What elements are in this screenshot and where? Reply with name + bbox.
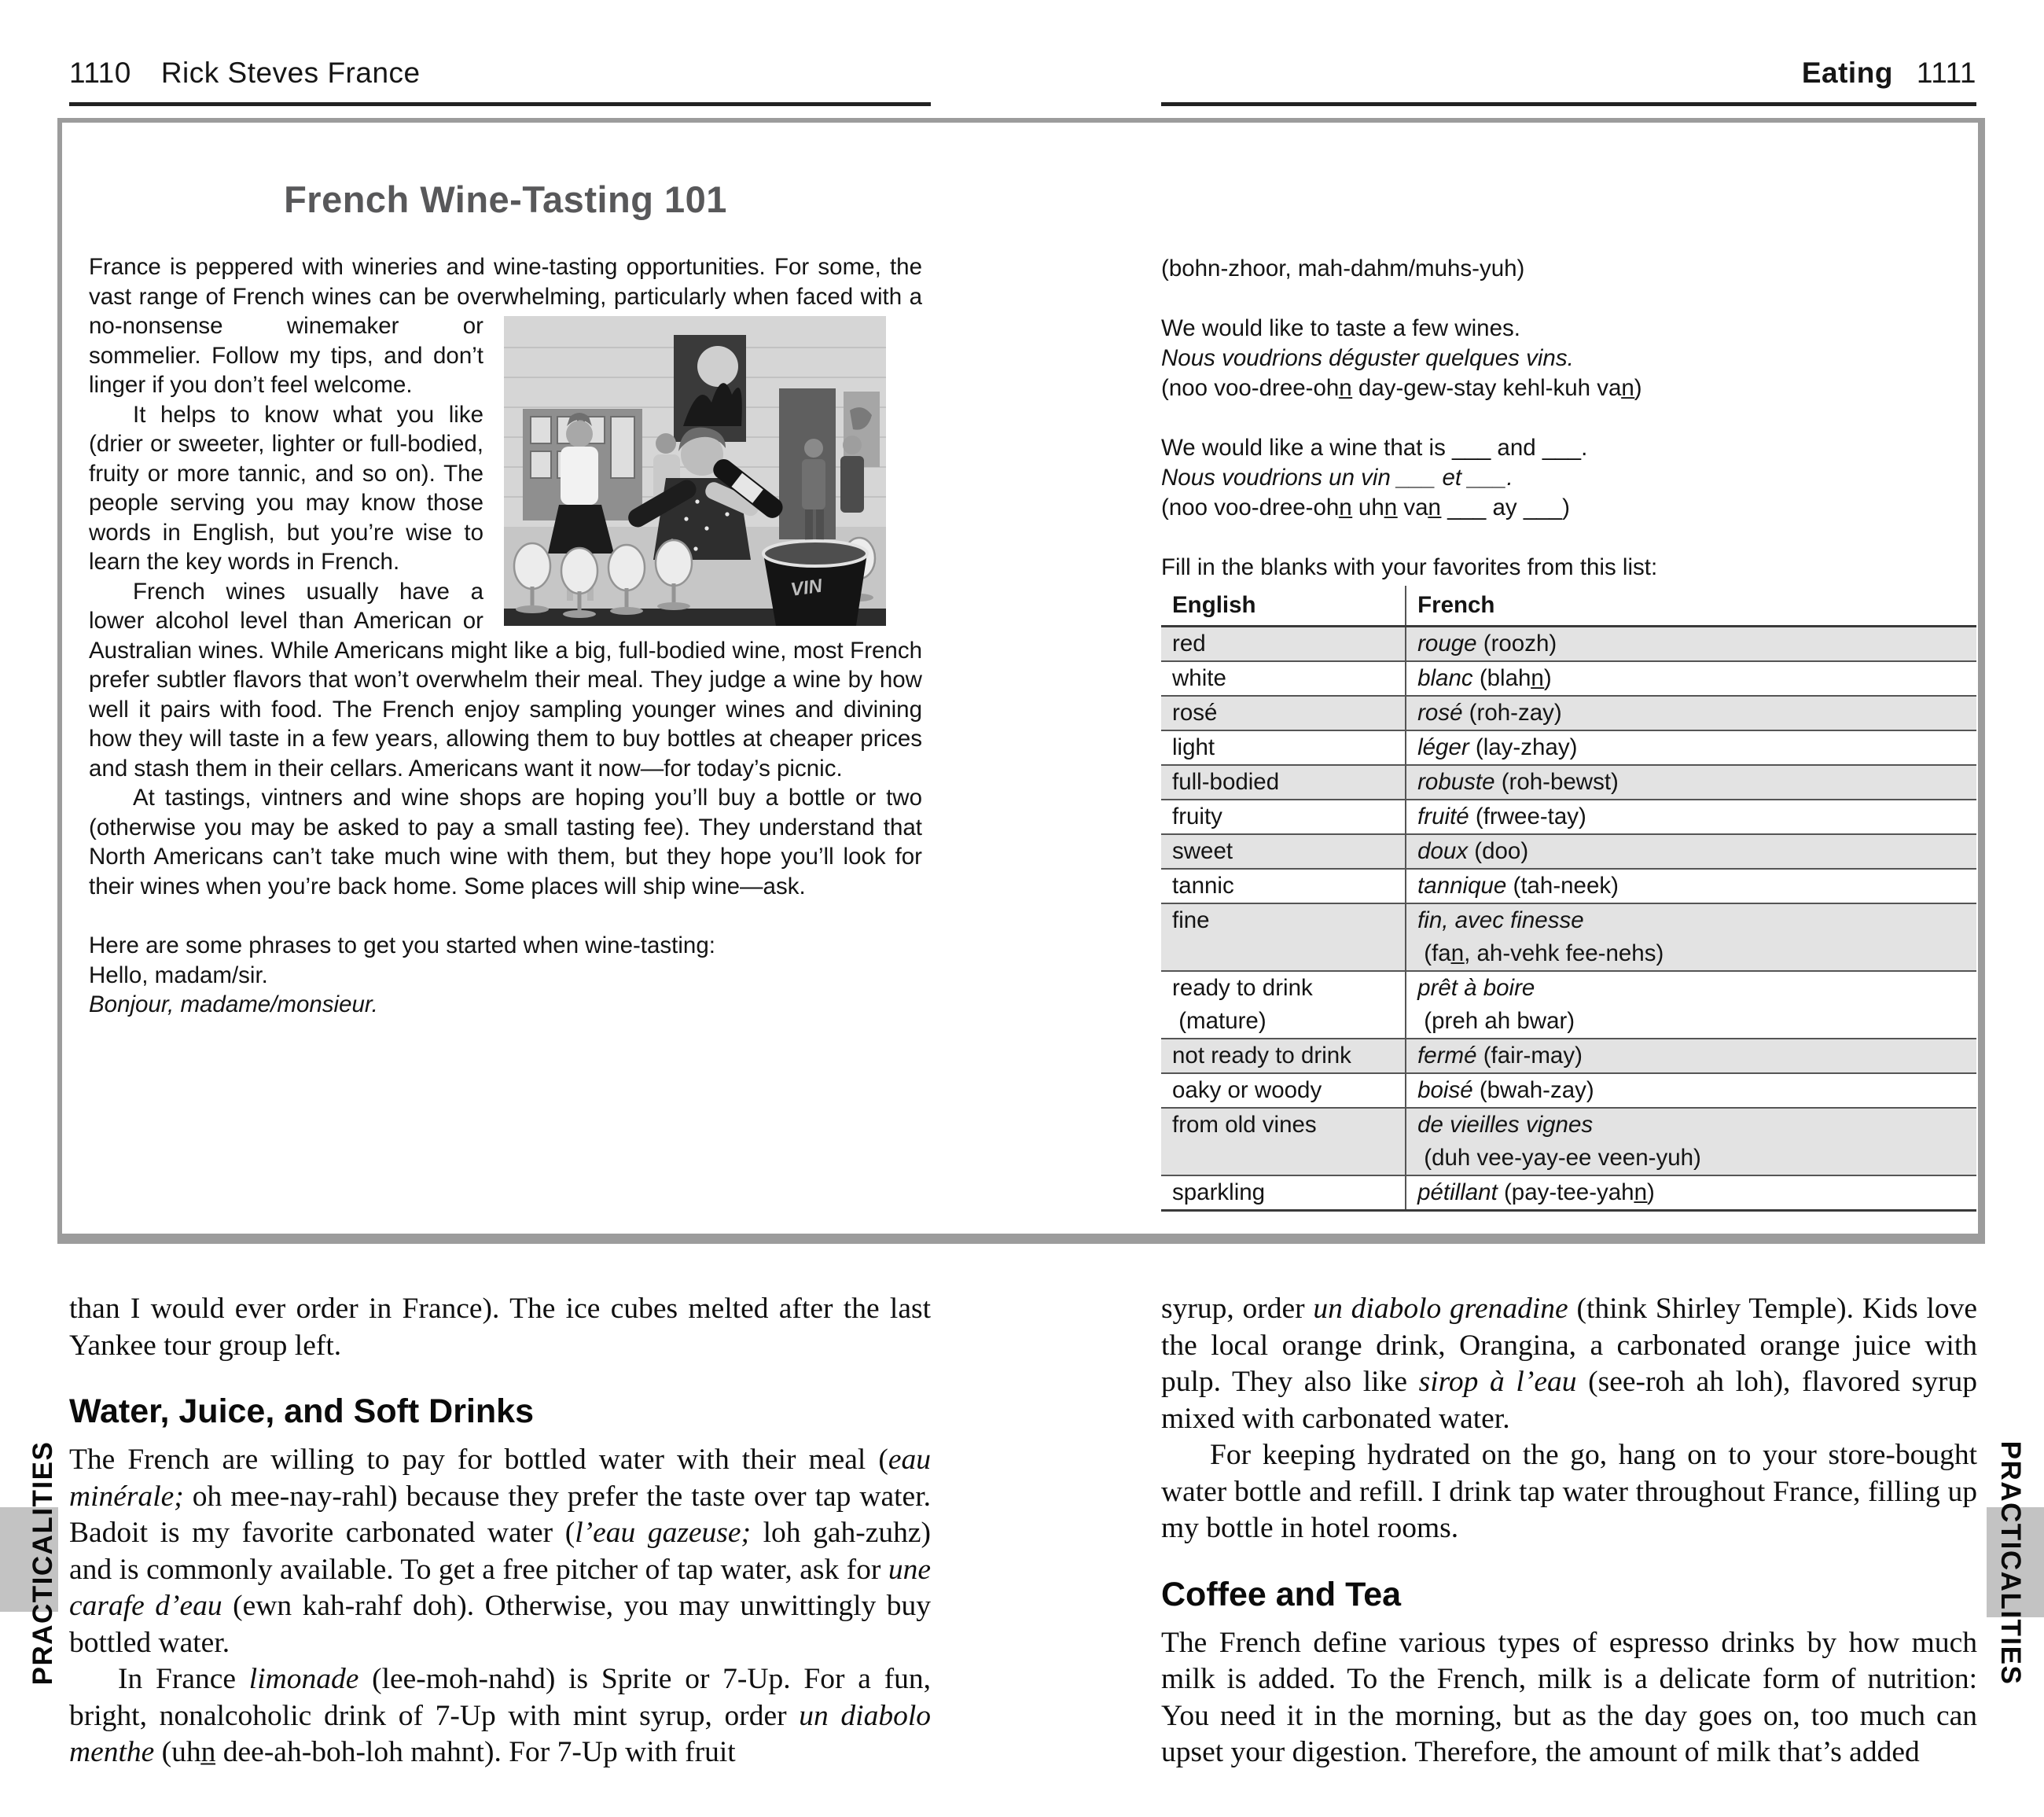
phrase-line: (bohn-zhoor, mah-dahm/muhs-yuh) <box>1161 256 1525 281</box>
wine-tasting-photo <box>504 316 886 626</box>
vocab-french-cell: blanc (blahn̲) <box>1406 661 1976 696</box>
vocab-english-cell: sweet <box>1161 834 1406 869</box>
chapter-title: Eating <box>1801 57 1893 89</box>
section-heading-water-juice-soft-drinks: Water, Juice, and Soft Drinks <box>69 1392 534 1430</box>
book-title: Rick Steves France <box>160 57 421 89</box>
vocab-row <box>1161 800 1976 834</box>
wine-vocab-table <box>1161 586 1976 1212</box>
vocab-row <box>1161 765 1976 800</box>
vocab-row <box>1161 696 1976 730</box>
vocab-french-cell: prêt à boire (preh ah bwar) <box>1406 971 1976 1039</box>
phrase-line: (noo voo-dree-ohn̲ uhn̲ van̲ ___ ay ___) <box>1161 495 1570 520</box>
section-heading-coffee-and-tea: Coffee and Tea <box>1161 1575 1402 1613</box>
vocab-row <box>1161 1039 1976 1073</box>
vocab-row <box>1161 1175 1976 1211</box>
phrase-spacer <box>1161 403 1976 433</box>
vocab-row <box>1161 834 1976 869</box>
box-paragraph: Here are some phrases to get you started when wine-tasting: <box>89 932 715 958</box>
phrase-line: (noo voo-dree-ohn̲ day-gew-stay kehl-kuh van̲) <box>1161 375 1642 401</box>
phrase-line: We would like a wine that is ___ and ___. <box>1161 435 1588 461</box>
wine-tasting-sidebar-box <box>57 118 1985 1244</box>
vocab-english-cell: oaky or woody <box>1161 1073 1406 1108</box>
page-number-left: 1110 <box>69 57 131 89</box>
vocab-english-cell: red <box>1161 627 1406 662</box>
svg-text:VIN: VIN <box>789 575 824 601</box>
phrase-english: Hello, madam/sir. <box>89 962 268 988</box>
box-paragraph: French wines usually have a lower alcohol level than American or Australian wines. While Americans might like a big, full-bodied wine, most French prefer subtler flavors that won’t overwhelm their meal. They judge a wine by how well it pairs with food. The French enjoy sampling younger wines and divining how they will taste in a few years, allowing them to buy bottles at cheaper prices and stash them in their cellars. Americans want it now—for today’s picnic. <box>89 578 922 782</box>
vocab-english-cell: not ready to drink <box>1161 1039 1406 1073</box>
vocab-english-cell: fine <box>1161 903 1406 971</box>
running-header-left <box>69 57 931 106</box>
vocab-row <box>1161 730 1976 765</box>
phrase-french: Bonjour, madame/monsieur. <box>89 991 378 1017</box>
vocab-row <box>1161 661 1976 696</box>
vocab-french-cell: de vieilles vignes (duh vee-yay-ee veen-yuh) <box>1406 1108 1976 1175</box>
vocab-row <box>1161 869 1976 903</box>
vocab-english-cell: rosé <box>1161 696 1406 730</box>
phrase-line: Nous voudrions un vin ___ et ___. <box>1161 465 1513 491</box>
vocab-french-cell: tannique (tah-neek) <box>1406 869 1976 903</box>
phrase-spacer <box>1161 523 1976 553</box>
box-paragraph: At tastings, vintners and wine shops are hoping you’ll buy a bottle or two (otherwise you may be asked to pay a small tasting fee). They understand that North Americans can’t take much wine with them, but they hope you’ll look for their wines when you’re back home. Some places will ship wine—ask. <box>89 785 922 899</box>
box-left-column <box>89 178 922 1020</box>
box-right-column <box>1161 254 1976 1212</box>
vocab-header-row <box>1161 586 1976 627</box>
vocab-english-cell: tannic <box>1161 869 1406 903</box>
body-paragraph: The French are willing to pay for bottled water with their meal (eau minérale; oh mee-nay-rahl) because they prefer the taste over tap water. Badoit is my favorite carbonated water (l’eau gazeuse; loh gah-zuhz) and is commonly available. To get a free pitcher of tap water, ask for une carafe d’eau (ewn kah-rahf doh). Otherwise, you may unwittingly buy bottled water. <box>69 1444 932 1659</box>
chapter-tab-left-label: PRACTICALITIES <box>28 1440 58 1686</box>
running-header-right <box>1161 57 1976 106</box>
vocab-french-cell: robuste (roh-bewst) <box>1406 765 1976 800</box>
body-paragraph: For keeping hydrated on the go, hang on to your store-bought water bottle and refill. I drink tap water throughout France, filling up my bottle in hotel rooms. <box>1161 1439 1977 1544</box>
vocab-row <box>1161 627 1976 662</box>
vocab-english-cell: fruity <box>1161 800 1406 834</box>
phrase-line: Nous voudrions déguster quelques vins. <box>1161 345 1574 371</box>
vocab-french-cell: pétillant (pay-tee-yahn̲) <box>1406 1175 1976 1211</box>
spacer <box>89 901 922 931</box>
phrase-spacer <box>1161 284 1976 314</box>
body-column-left <box>69 1291 931 1771</box>
vocab-french-cell: boisé (bwah-zay) <box>1406 1073 1976 1108</box>
vocab-french-cell: doux (doo) <box>1406 834 1976 869</box>
vocab-row <box>1161 1073 1976 1108</box>
body-paragraph: The French define various types of espresso drinks by how much milk is added. To the French, milk is a delicate form of nutrition: You need it in the morning, but as the day goes on, too much can upset your digestion. Therefore, the amount of milk that’s added <box>1161 1626 1977 1768</box>
vocab-french-cell: fruité (frwee-tay) <box>1406 800 1976 834</box>
body-paragraph: than I would ever order in France). The ice cubes melted after the last Yankee tour group left. <box>69 1293 931 1362</box>
box-paragraph: It helps to know what you like (drier or sweeter, lighter or full-bodied, fruity or more tannic, and so on). The people serving you may know those words in English, but you’re wise to learn the key words in French. <box>89 401 483 575</box>
box-paragraph: France is peppered with wineries and wine-tasting opportunities. For some, the vast range of French wines can be overwhelming, VIN particularly when faced with a no-nonsense winemaker or sommelier. Follow my tips, and don’t linger if you don’t feel welcome. <box>89 252 922 400</box>
vocab-french-cell: léger (lay-zhay) <box>1406 730 1976 765</box>
phrase-list <box>1161 254 1976 583</box>
vocab-english-cell: sparkling <box>1161 1175 1406 1211</box>
vocab-english-cell: full-bodied <box>1161 765 1406 800</box>
vocab-english-cell: ready to drink (mature) <box>1161 971 1406 1039</box>
vocab-english-cell: white <box>1161 661 1406 696</box>
vocab-french-cell: fin, avec finesse (fan̲, ah-vehk fee-nehs) <box>1406 903 1976 971</box>
vocab-english-cell: from old vines <box>1161 1108 1406 1175</box>
vocab-header-french: French <box>1406 586 1976 627</box>
vocab-english-cell: light <box>1161 730 1406 765</box>
box-title: French Wine-Tasting 101 <box>284 178 727 220</box>
phrase-line: Fill in the blanks with your favorites from this list: <box>1161 554 1658 580</box>
vocab-row <box>1161 1108 1976 1175</box>
vocab-french-cell: rouge (roozh) <box>1406 627 1976 662</box>
body-paragraph: In France limonade (lee-moh-nahd) is Sprite or 7-Up. For a fun, bright, nonalcoholic drink of 7-Up with mint syrup, order un diabolo menthe (uhn̲ dee-ah-boh-loh mahnt). For 7-Up with fruit <box>69 1663 932 1768</box>
vocab-french-cell: rosé (roh-zay) <box>1406 696 1976 730</box>
chapter-tab-right-label: PRACTICALITIES <box>1995 1440 2026 1686</box>
body-column-right <box>1161 1291 1977 1771</box>
vocab-french-cell: fermé (fair-may) <box>1406 1039 1976 1073</box>
vocab-header-english: English <box>1161 586 1406 627</box>
vocab-row <box>1161 903 1976 971</box>
phrase-line: We would like to taste a few wines. <box>1161 315 1520 341</box>
vocab-row <box>1161 971 1976 1039</box>
page-number-right: 1111 <box>1916 57 1976 89</box>
body-paragraph: syrup, order un diabolo grenadine (think Shirley Temple). Kids love the local orange drink, Orangina, a carbonated orange juice with pulp. They also like sirop à l’eau (see-roh ah loh), flavored syrup mixed with carbonated water. <box>1161 1293 1978 1435</box>
